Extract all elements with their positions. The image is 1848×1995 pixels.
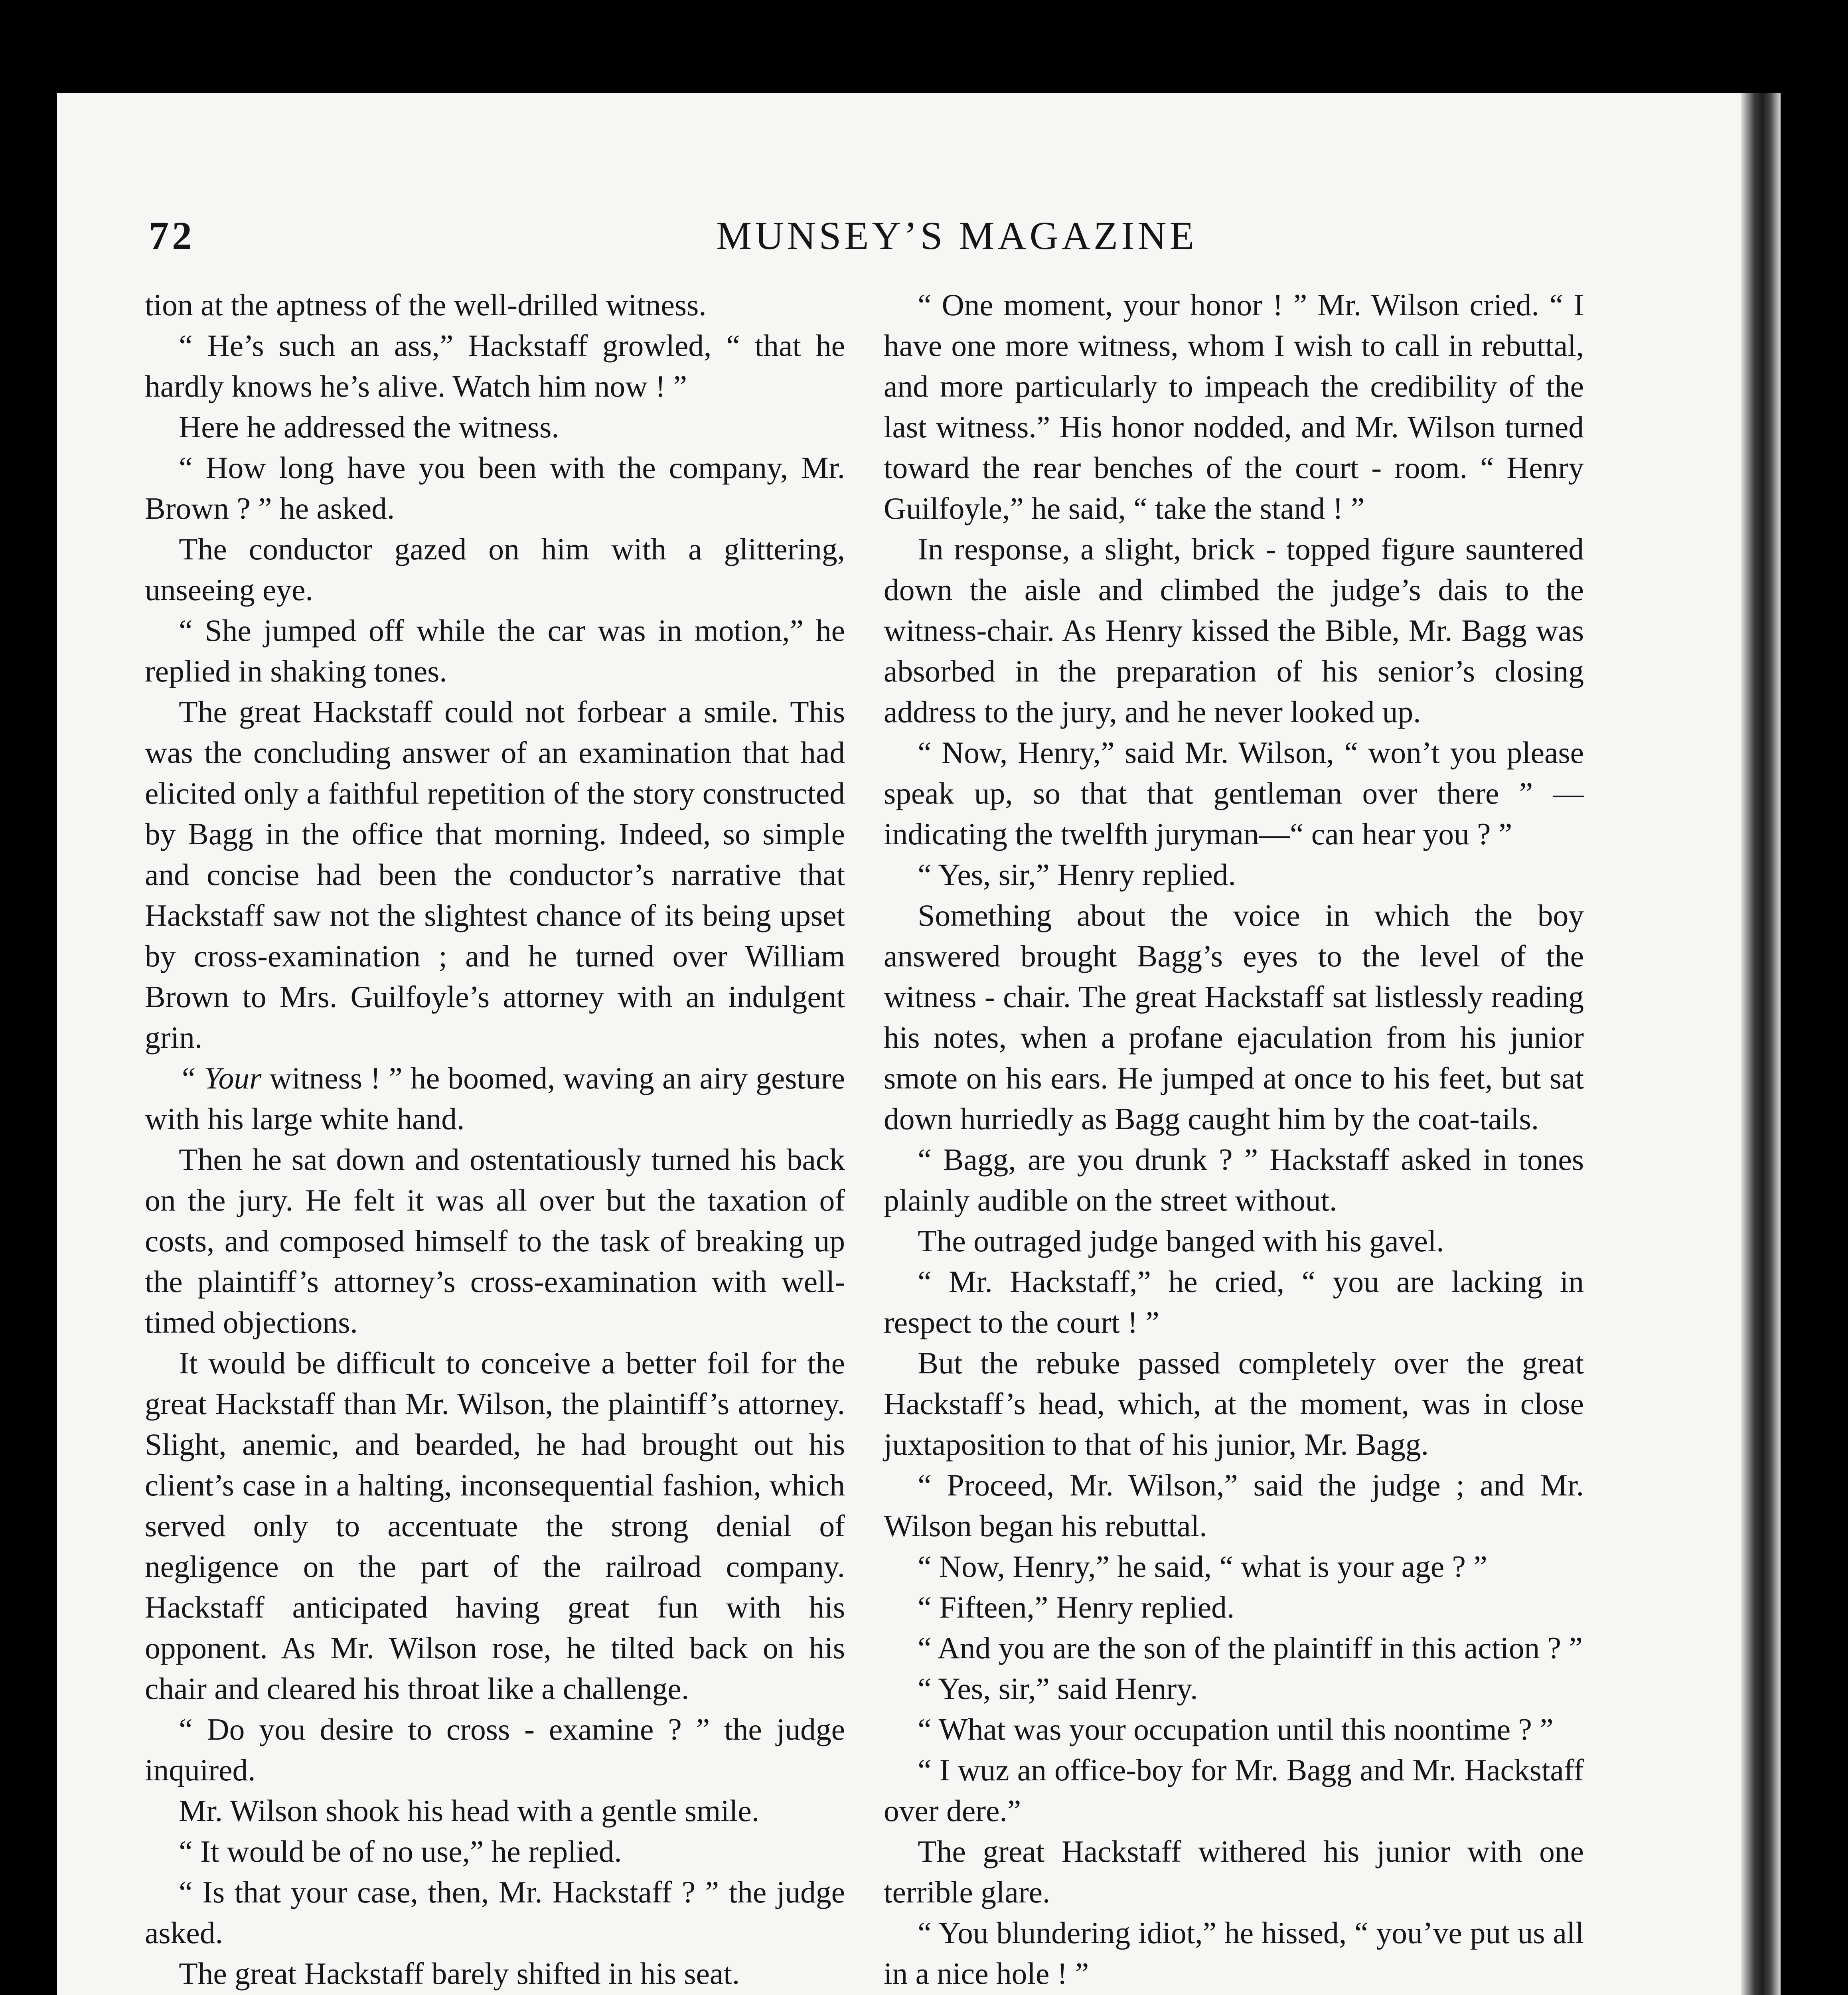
page-gutter-edge (1741, 93, 1781, 1995)
paragraph: “ I wuz an office-boy for Mr. Bagg and Mr. Hackstaff over dere.” (884, 1753, 1584, 1828)
right-column (884, 284, 1584, 1995)
paragraph: “ Do you desire to cross - examine ? ” the judge inquired. (145, 1712, 845, 1787)
paragraph: “ Yes, sir,” said Henry. (918, 1671, 1198, 1706)
page-number: 72 (149, 213, 195, 258)
paragraph: “ Now, Henry,” said Mr. Wilson, “ won’t you please speak up, so that that gentleman over there ” — indicating the twelfth juryman—“ can hear you ? ” (884, 735, 1584, 851)
paragraph: “ Yes, sir,” Henry replied. (918, 857, 1236, 892)
paragraph: “ What was your occupation until this noontime ? ” (918, 1712, 1554, 1746)
paragraph (145, 1058, 845, 1139)
paragraph: Then he sat down and ostentatiously turned his back on the jury. He felt it was all over but the taxation of costs, and composed himself to the task of breaking up the plaintiff’s attorney’s cross-examination with well-timed objections. (145, 1142, 845, 1339)
paragraph-text: witness ! ” he boomed, waving an airy gesture with his large white hand. (145, 1061, 845, 1136)
running-title: MUNSEY’S MAGAZINE (716, 213, 1197, 258)
paragraph: “ How long have you been with the company, Mr. Brown ? ” he asked. (145, 450, 845, 525)
paragraph: Something about the voice in which the boy answered brought Bagg’s eyes to the level of the witness - chair. The great Hackstaff sat listlessly reading his notes, when a profane ejaculation from his junior smote on his ears. He jumped at once to his feet, but sat down hurriedly as Bagg caught him by the coat-tails. (884, 898, 1584, 1136)
paragraph: The great Hackstaff barely shifted in his seat. (179, 1956, 740, 1991)
paragraph: Here he addressed the witness. (179, 410, 559, 444)
left-column (145, 284, 845, 1995)
page-header (149, 213, 1645, 292)
paragraph: Mr. Wilson shook his head with a gentle smile. (179, 1794, 760, 1828)
paragraph: The outraged judge banged with his gavel. (918, 1224, 1444, 1258)
paragraph: “ Now, Henry,” he said, “ what is your age ? ” (918, 1549, 1487, 1584)
paragraph: “ Proceed, Mr. Wilson,” said the judge ; and Mr. Wilson began his rebuttal. (884, 1468, 1584, 1543)
paragraph: The conductor gazed on him with a glittering, unseeing eye. (145, 532, 845, 607)
paragraph: “ And you are the son of the plaintiff in this action ? ” (918, 1631, 1583, 1665)
paragraph: “ Mr. Hackstaff,” he cried, “ you are lacking in respect to the court ! ” (884, 1264, 1584, 1339)
paragraph: It would be difficult to conceive a better foil for the great Hackstaff than Mr. Wilson, the plaintiff’s attorney. Slight, anemic, and bearded, he had brought out his client’s case in a halting, inconsequential fashion, which served only to accentuate the strong denial of negligence on the part of the railroad company. Hackstaff anticipated having great fun with his opponent. As Mr. Wilson rose, he tilted back on his chair and cleared his throat like a challenge. (145, 1346, 845, 1706)
paragraph: “ You blundering idiot,” he hissed, “ you’ve put us all in a nice hole ! ” (884, 1916, 1584, 1991)
paragraph: “ She jumped off while the car was in motion,” he replied in shaking tones. (145, 613, 845, 688)
paragraph: tion at the aptness of the well-drilled witness. (145, 288, 707, 322)
emphasis-text: “ Your (179, 1061, 262, 1095)
paragraph: “ Fifteen,” Henry replied. (918, 1590, 1235, 1624)
paragraph: In response, a slight, brick - topped figure sauntered down the aisle and climbed the judge’s dais to the witness-chair. As Henry kissed the Bible, Mr. Bagg was absorbed in the preparation of his senior’s closing address to the jury, and he never looked up. (884, 532, 1584, 729)
paragraph: “ Bagg, are you drunk ? ” Hackstaff asked in tones plainly audible on the street without. (884, 1142, 1584, 1217)
paragraph: “ Is that your case, then, Mr. Hackstaff ? ” the judge asked. (145, 1875, 845, 1950)
paragraph: The great Hackstaff withered his junior with one terrible glare. (884, 1834, 1584, 1909)
paragraph: The great Hackstaff could not forbear a smile. This was the concluding answer of an examination that had elicited only a faithful repetition of the story constructed by Bagg in the office that morning. Indeed, so simple and concise had been the conductor’s narrative that Hackstaff saw not the slightest chance of its being upset by cross-examination ; and he turned over William Brown to Mrs. Guilfoyle’s attorney with an indulgent grin. (145, 695, 845, 1055)
paragraph: But the rebuke passed completely over the great Hackstaff’s head, which, at the moment, was in close juxtaposition to that of his junior, Mr. Bagg. (884, 1346, 1584, 1462)
magazine-page (57, 93, 1781, 1995)
paragraph: “ One moment, your honor ! ” Mr. Wilson cried. “ I have one more witness, whom I wish to call in rebuttal, and more particularly to impeach the credibility of the last witness.” His honor nodded, and Mr. Wilson turned toward the rear benches of the court - room. “ Henry Guilfoyle,” he said, “ take the stand ! ” (884, 288, 1584, 525)
paragraph: “ He’s such an ass,” Hackstaff growled, “ that he hardly knows he’s alive. Watch him now ! ” (145, 328, 845, 403)
paragraph: “ It would be of no use,” he replied. (179, 1834, 622, 1869)
